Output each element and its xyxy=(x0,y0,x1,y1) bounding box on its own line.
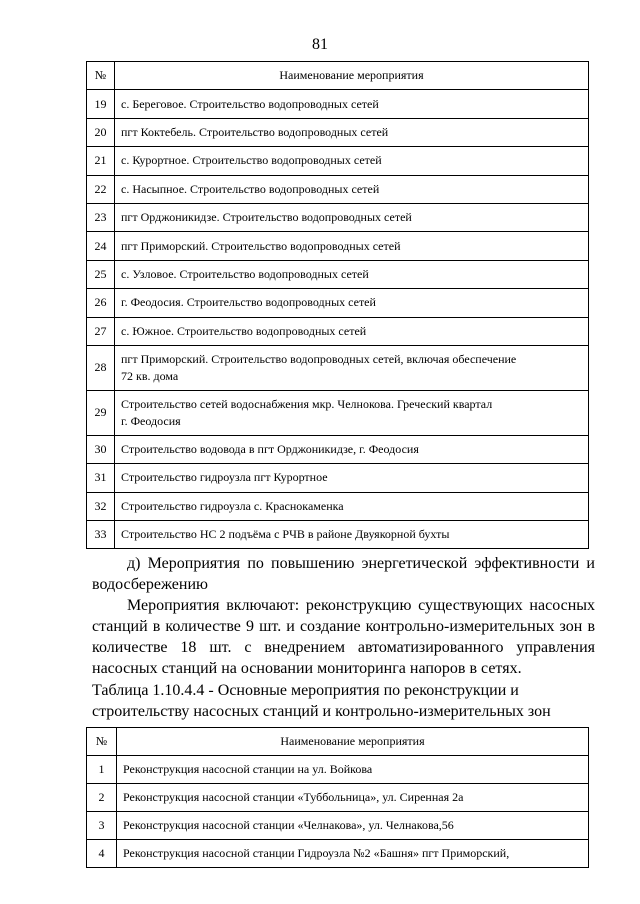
measures-table-pumping-stations xyxy=(86,727,589,868)
table-caption: Таблица 1.10.4.4 - Основные мероприятия по реконструкции и строительству насосных станций и контрольно-измерительных зон xyxy=(92,682,551,720)
row-number: 24 xyxy=(87,232,115,260)
row-description xyxy=(115,175,589,203)
row-number: 23 xyxy=(87,203,115,231)
row-description-line: Строительство НС 2 подъёма с РЧВ в районе Двуякорной бухты xyxy=(121,527,450,542)
row-number: 33 xyxy=(87,521,115,549)
row-number: 4 xyxy=(87,840,117,868)
row-number: 22 xyxy=(87,175,115,203)
section-d-heading: д) Мероприятия по повышению энергетической эффективности и водосбережению xyxy=(92,555,595,593)
row-description-line: Реконструкция насосной станции «Туббольница», ул. Сиренная 2а xyxy=(123,790,464,804)
measures-paragraph: Мероприятия включают: реконструкцию существующих насосных станций в количестве 9 шт. и создание контрольно-измерительных зон в количестве 18 шт. с внедрением автоматизированного управления насосных станций на основании мониторинга напоров в сетях. xyxy=(92,597,595,677)
row-description-line: Строительство сетей водоснабжения мкр. Челнокова. Греческий квартал xyxy=(121,396,493,411)
row-description xyxy=(117,784,589,812)
row-number: 29 xyxy=(87,390,115,435)
table-header-row xyxy=(87,728,589,756)
column-header-name: Наименование мероприятия xyxy=(117,728,589,756)
table-row xyxy=(87,260,589,288)
table-row xyxy=(87,345,589,390)
table-row xyxy=(87,203,589,231)
row-description-line: Строительство гидроузла с. Краснокаменка xyxy=(121,498,344,513)
row-description-line: пгт Орджоникидзе. Строительство водопроводных сетей xyxy=(121,210,412,225)
row-description-line: г. Феодосия xyxy=(121,413,181,428)
table-row xyxy=(87,289,589,317)
column-header-number: № xyxy=(87,62,115,90)
table-row xyxy=(87,521,589,549)
row-description-line: пгт Коктебель. Строительство водопроводных сетей xyxy=(121,124,389,139)
row-number: 21 xyxy=(87,147,115,175)
row-description-line: с. Береговое. Строительство водопроводных сетей xyxy=(121,96,379,111)
row-description-line: пгт Приморский. Строительство водопроводных сетей, включая обеспечение xyxy=(121,351,517,366)
column-header-name: Наименование мероприятия xyxy=(115,62,589,90)
row-description-line: Строительство гидроузла пгт Курортное xyxy=(121,470,328,485)
row-description-line: с. Узловое. Строительство водопроводных сетей xyxy=(121,266,369,281)
table-row xyxy=(87,784,589,812)
row-description-line: Реконструкция насосной станции на ул. Войкова xyxy=(123,762,373,776)
table-row xyxy=(87,492,589,520)
row-description xyxy=(115,289,589,317)
row-description-line: с. Южное. Строительство водопроводных сетей xyxy=(121,323,367,338)
row-description xyxy=(115,147,589,175)
row-number: 20 xyxy=(87,118,115,146)
row-number: 32 xyxy=(87,492,115,520)
row-description-line: Реконструкция насосной станции Гидроузла №2 «Башня» пгт Приморский, xyxy=(123,846,510,860)
table-row xyxy=(87,812,589,840)
table-row xyxy=(87,464,589,492)
table-row xyxy=(87,390,589,435)
page-number: 81 xyxy=(312,36,328,53)
row-description xyxy=(115,118,589,146)
row-description xyxy=(115,232,589,260)
row-description xyxy=(115,390,589,435)
row-number: 19 xyxy=(87,90,115,118)
row-description xyxy=(117,756,589,784)
row-number: 1 xyxy=(87,756,117,784)
row-description xyxy=(117,812,589,840)
row-number: 31 xyxy=(87,464,115,492)
row-description xyxy=(115,260,589,288)
row-description xyxy=(115,317,589,345)
column-header-number: № xyxy=(87,728,117,756)
row-description-line: г. Феодосия. Строительство водопроводных сетей xyxy=(121,295,376,310)
measures-table-water-networks xyxy=(86,61,589,549)
table-header-row xyxy=(87,62,589,90)
table-row xyxy=(87,840,589,868)
row-description xyxy=(115,203,589,231)
row-description xyxy=(117,840,589,868)
row-description-line: 72 кв. дома xyxy=(121,368,179,383)
row-number: 3 xyxy=(87,812,117,840)
row-description xyxy=(115,464,589,492)
row-number: 2 xyxy=(87,784,117,812)
table-row xyxy=(87,147,589,175)
row-description xyxy=(115,435,589,463)
table-row xyxy=(87,232,589,260)
table-row xyxy=(87,90,589,118)
table-row xyxy=(87,175,589,203)
row-description xyxy=(115,492,589,520)
row-number: 28 xyxy=(87,345,115,390)
row-description-line: пгт Приморский. Строительство водопроводных сетей xyxy=(121,238,401,253)
row-description-line: Реконструкция насосной станции «Челнакова», ул. Челнакова,56 xyxy=(123,818,454,832)
row-number: 25 xyxy=(87,260,115,288)
row-description-line: Строительство водовода в пгт Орджоникидзе, г. Феодосия xyxy=(121,442,419,457)
row-description xyxy=(115,521,589,549)
row-description-line: с. Насыпное. Строительство водопроводных сетей xyxy=(121,181,380,196)
row-number: 26 xyxy=(87,289,115,317)
row-description-line: с. Курортное. Строительство водопроводных сетей xyxy=(121,153,382,168)
table-row xyxy=(87,317,589,345)
row-number: 27 xyxy=(87,317,115,345)
table-row xyxy=(87,435,589,463)
row-number: 30 xyxy=(87,435,115,463)
table-row xyxy=(87,118,589,146)
table-row xyxy=(87,756,589,784)
row-description xyxy=(115,90,589,118)
row-description xyxy=(115,345,589,390)
